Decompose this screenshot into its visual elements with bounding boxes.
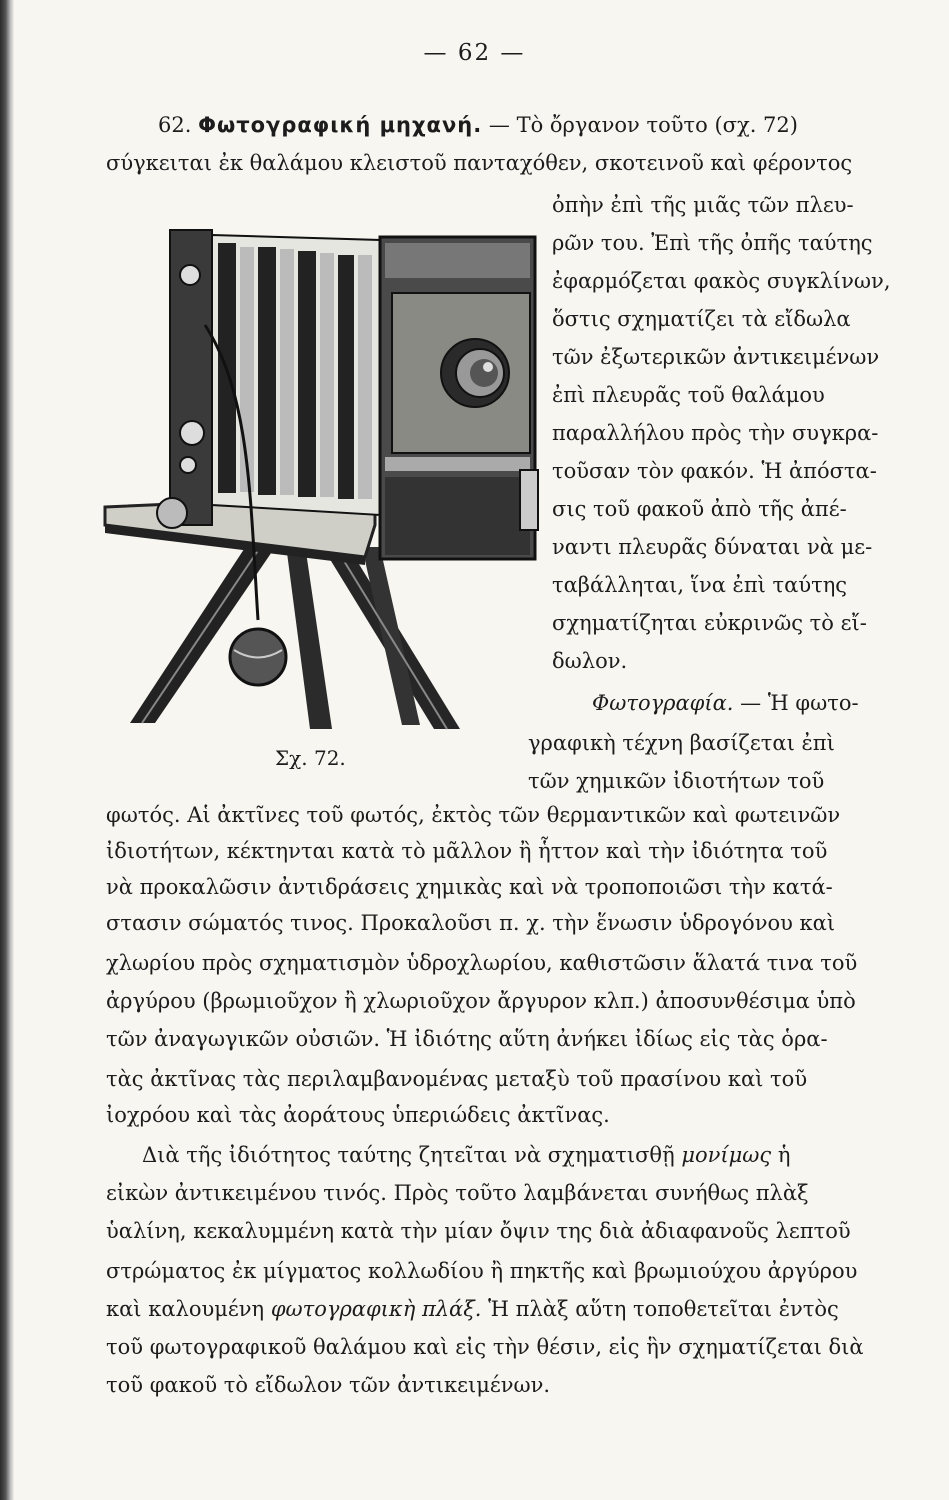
text-line: τοῦσαν τὸν φακόν. Ἡ ἀπόστα- bbox=[552, 459, 877, 483]
text-line: τῶν χημικῶν ἰδιοτήτων τοῦ bbox=[528, 769, 825, 793]
text-line: ταβάλληται, ἵνα ἐπὶ ταύτης bbox=[552, 573, 848, 597]
text-line: στρώματος ἐκ μίγματος κολλωδίου ἢ πηκτῆς καὶ βρωμιούχου ἀργύρου bbox=[106, 1259, 858, 1283]
tripod bbox=[130, 540, 460, 729]
text-line: Ἡ φωτο- bbox=[767, 691, 859, 715]
text-line: ὑαλίνη, κεκαλυμμένη κατὰ τὴν μίαν ὄψιν της διὰ ἀδιαφανοῦς λεπτοῦ bbox=[106, 1219, 851, 1243]
text-line: στασιν σώματός τινος. Προκαλοῦσι π. χ. τὴν ἕνωσιν ὑδρογόνου καὶ bbox=[106, 911, 836, 935]
text-line: ἡ bbox=[777, 1143, 791, 1167]
book-spine-edge bbox=[0, 0, 14, 1500]
text-line: Ἡ πλὰξ αὕτη τοποθετεῖται ἐντὸς bbox=[488, 1297, 839, 1321]
mixed-line bbox=[106, 1294, 839, 1324]
text-line: τῶν ἀναγωγικῶν οὐσιῶν. Ἡ ἰδιότης αὕτη ἀνήκει ἰδίως εἰς τὰς ὁρα- bbox=[106, 1027, 828, 1051]
text-line: ὀπὴν ἐπὶ τῆς μιᾶς τῶν πλευ- bbox=[552, 193, 854, 217]
section-dash: — bbox=[488, 113, 510, 137]
camera-lens bbox=[441, 339, 509, 407]
section-heading: Φωτογραφική μηχανή. bbox=[198, 113, 483, 137]
text-line: σύγκειται ἐκ θαλάμου κλειστοῦ πανταχόθεν, σκοτεινοῦ καὶ φέροντος bbox=[106, 151, 853, 175]
text-line: Διὰ τῆς ἰδιότητος ταύτης ζητεῖται νὰ σχηματισθῇ bbox=[142, 1143, 675, 1167]
subsection-heading-line bbox=[592, 688, 859, 718]
emphasis-text: φωτογραφικὴ πλάξ. bbox=[270, 1297, 482, 1321]
text-line: γραφικὴ τέχνη βασίζεται ἐπὶ bbox=[528, 731, 835, 755]
text-line: ναντι πλευρᾶς δύναται νὰ με- bbox=[552, 535, 873, 559]
figure-caption: Σχ. 72. bbox=[275, 746, 346, 770]
text-line: ρῶν του. Ἐπὶ τῆς ὀπῆς ταύτης bbox=[552, 231, 873, 255]
text-line: ἐπὶ πλευρᾶς τοῦ θαλάμου bbox=[552, 383, 825, 407]
camera-figure bbox=[100, 195, 550, 735]
text-line: δωλον. bbox=[552, 649, 628, 673]
text-line: νὰ προκαλῶσιν ἀντιδράσεις χημικὰς καὶ νὰ τροποποιῶσι τὴν κατά- bbox=[106, 875, 833, 899]
text-line: εἰκὼν ἀντικειμένου τινός. Πρὸς τοῦτο λαμβάνεται συνήθως πλὰξ bbox=[106, 1181, 809, 1205]
text-line: καὶ καλουμένη bbox=[106, 1297, 265, 1321]
text-line: ἰοχρόου καὶ τὰς ἀοράτους ὑπεριώδεις ἀκτῖνας. bbox=[106, 1103, 610, 1127]
text-line: χλωρίου πρὸς σχηματισμὸν ὑδροχλωρίου, καθιστῶσιν ἅλατά τινα τοῦ bbox=[106, 951, 858, 975]
text-line: ἰδιοτήτων, κέκτηνται κατὰ τὸ μᾶλλον ἢ ἧττον καὶ τὴν ἰδιότητα τοῦ bbox=[106, 839, 828, 863]
text-line: φωτός. Αἱ ἀκτῖνες τοῦ φωτός, ἐκτὸς τῶν θερμαντικῶν καὶ φωτεινῶν bbox=[106, 803, 841, 827]
text-line: Τὸ ὄργανον τοῦτο (σχ. 72) bbox=[516, 113, 798, 137]
text-line: παραλλήλου πρὸς τὴν συγκρα- bbox=[552, 421, 879, 445]
text-line: τῶν ἐξωτερικῶν ἀντικειμένων bbox=[552, 345, 880, 369]
text-line: ὅστις σχηματίζει τὰ εἴδωλα bbox=[552, 307, 851, 331]
section-number: 62. bbox=[158, 113, 192, 137]
camera-bellows bbox=[212, 235, 380, 515]
text-line: ἀργύρου (βρωμιοῦχον ἢ χλωριοῦχον ἄργυρον κλπ.) ἀποσυνθέσιμα ὑπὸ bbox=[106, 989, 856, 1013]
paragraph-start-line bbox=[142, 1140, 790, 1170]
text-line: τὰς ἀκτῖνας τὰς περιλαμβανομένας μεταξὺ τοῦ πρασίνου καὶ τοῦ bbox=[106, 1067, 808, 1091]
text-line: σις τοῦ φακοῦ ἀπὸ τῆς ἀπέ- bbox=[552, 497, 847, 521]
subsection-dash: — bbox=[740, 691, 762, 715]
page-number: — 62 — bbox=[423, 40, 526, 66]
subsection-heading: Φωτογραφία. bbox=[592, 691, 734, 715]
text-line: τοῦ φακοῦ τὸ εἴδωλον τῶν ἀντικειμένων. bbox=[106, 1373, 551, 1397]
camera-illustration bbox=[100, 195, 550, 735]
section-heading-line bbox=[158, 110, 910, 140]
text-line: τοῦ φωτογραφικοῦ θαλάμου καὶ εἰς τὴν θέσιν, εἰς ἣν σχηματίζεται διὰ bbox=[106, 1335, 864, 1359]
text-line: ἐφαρμόζεται φακὸς συγκλίνων, bbox=[552, 269, 891, 293]
text-line: σχηματίζηται εὐκρινῶς τὸ εἴ- bbox=[552, 611, 867, 635]
emphasis-text: μονίμως bbox=[681, 1143, 772, 1167]
